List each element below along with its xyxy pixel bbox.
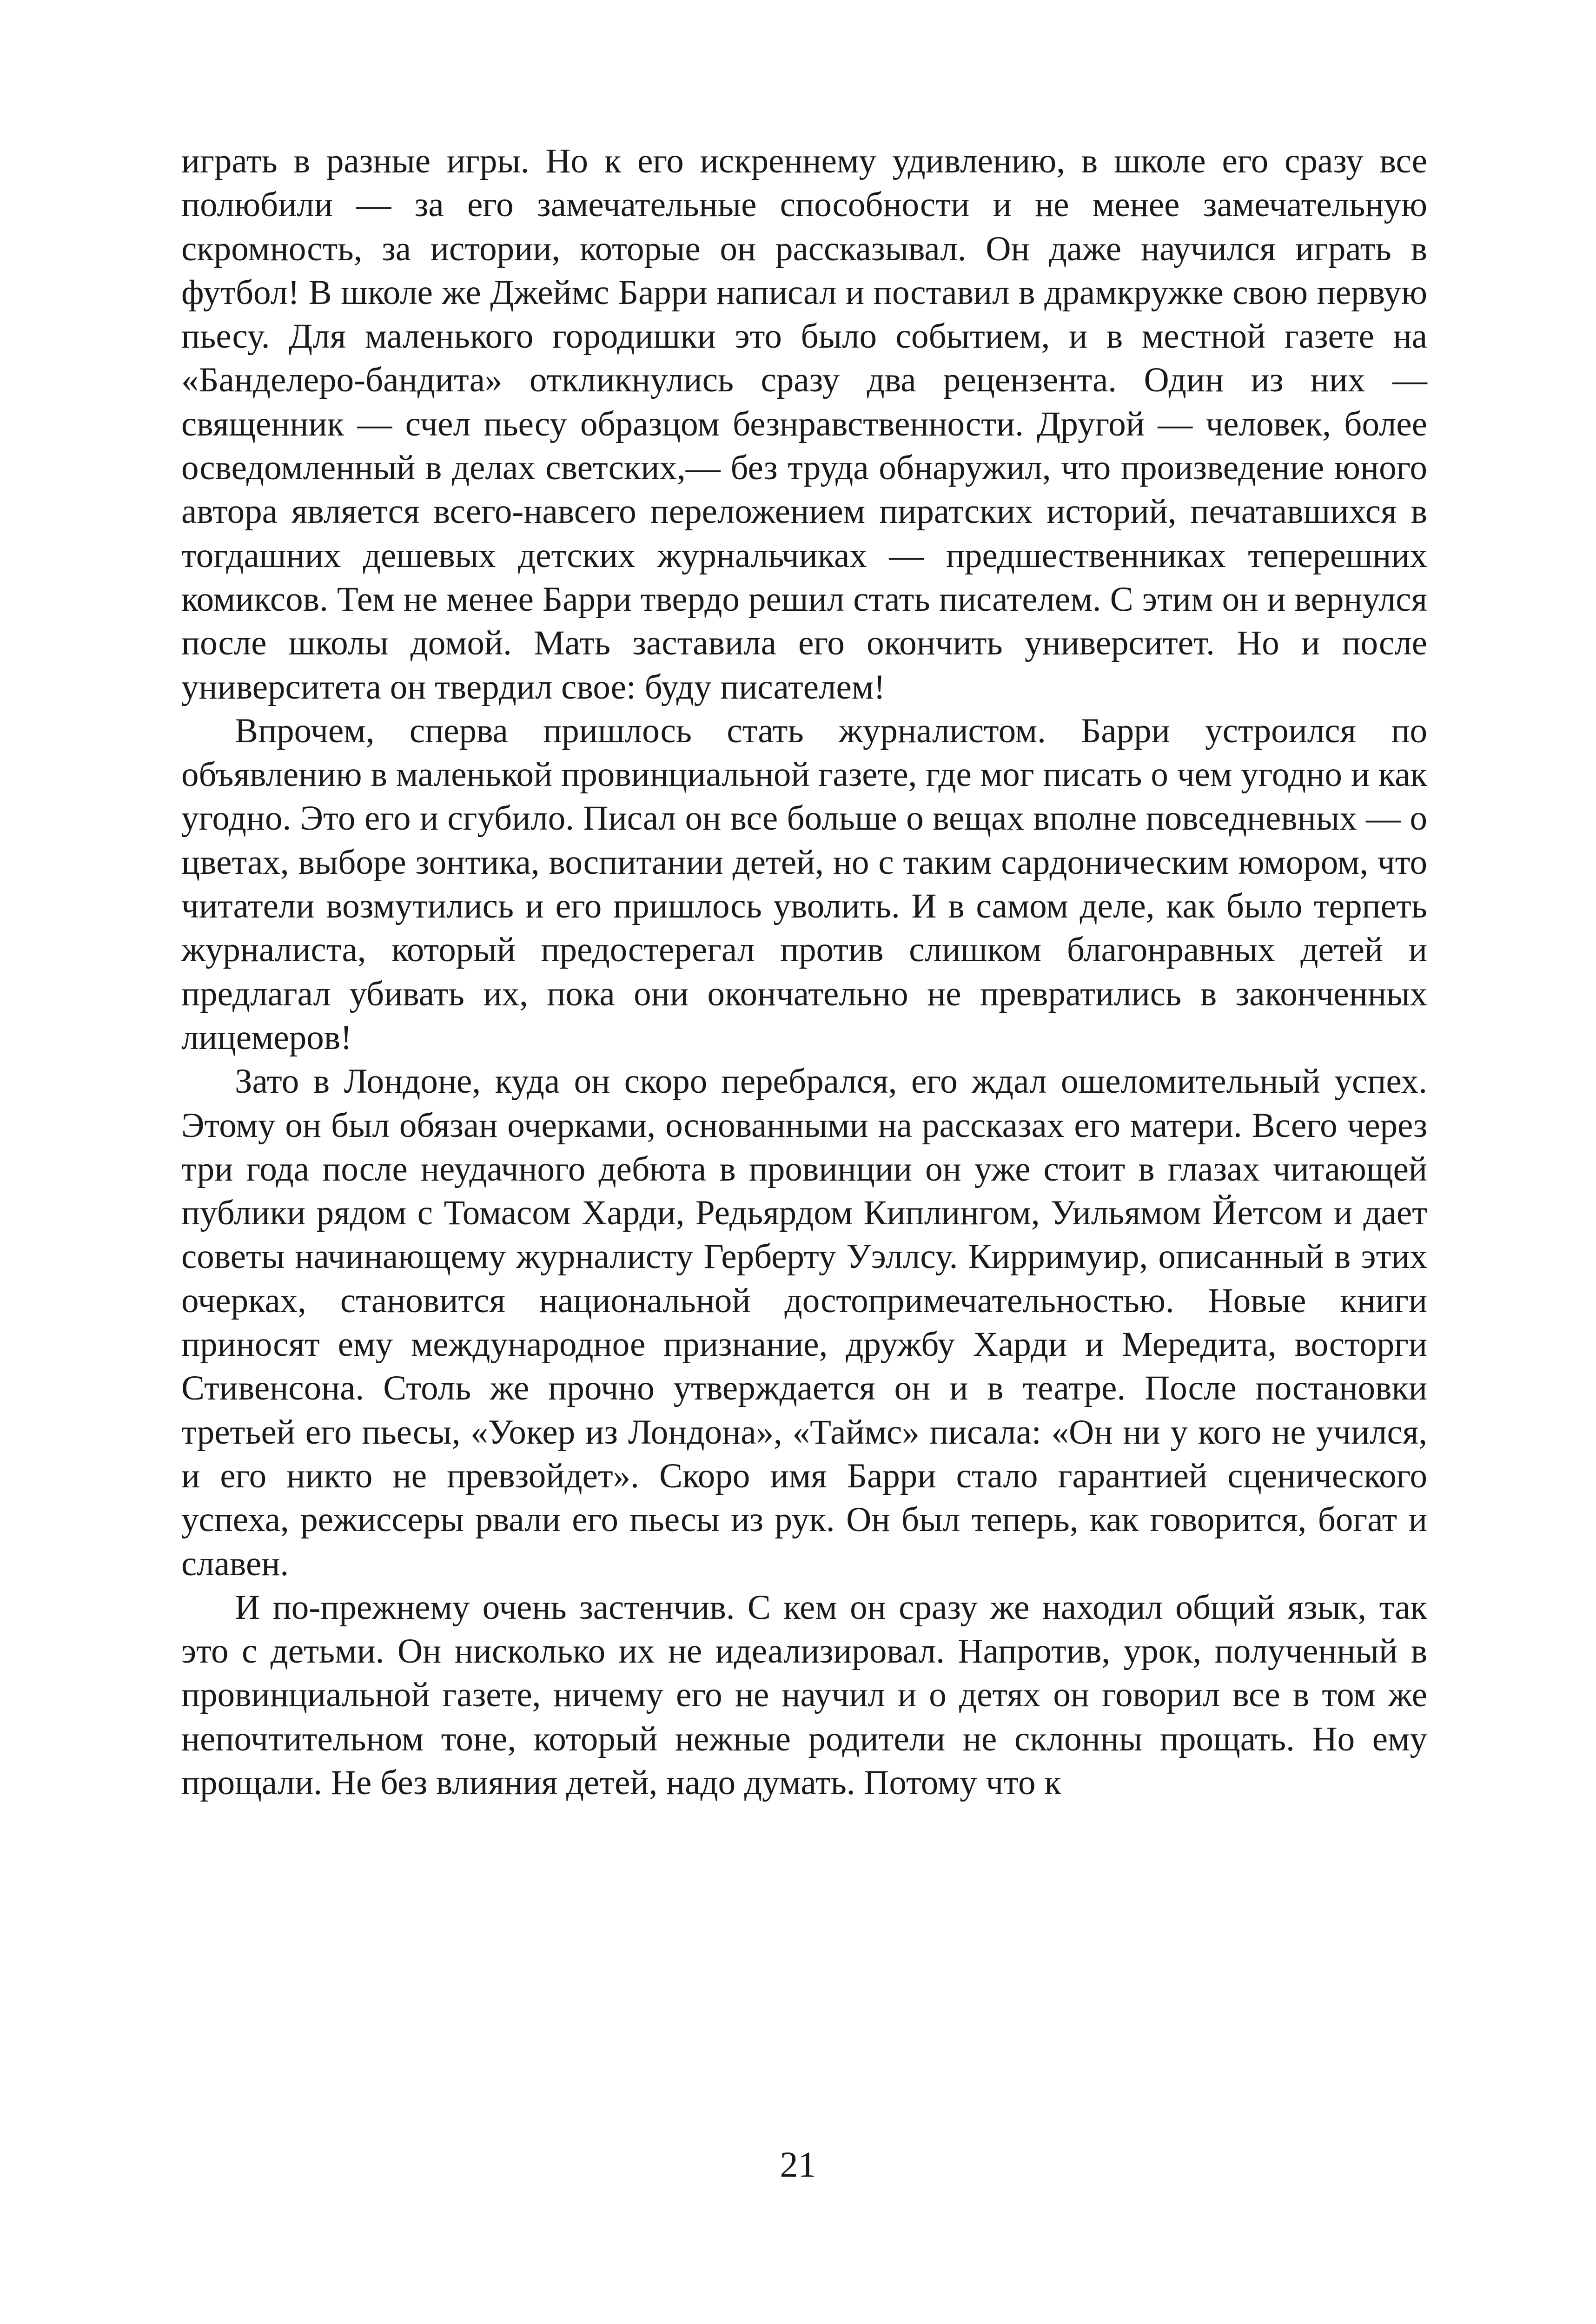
paragraph-3: Зато в Лондоне, куда он скоро перебрался, его ждал ошеломительный успех. Этому он был обязан очерками, основанными на рассказах его матери. Всего через три года после неудачного дебюта в провинции он уже стоит в глазах читающей публики рядом с Томасом Харди, Редьярдом Киплингом, Уильямом Йетсом и дает советы начинающему журналисту Герберту Уэллсу. Кирримуир, описанный в этих очерках, становится национальной достопримечательностью. Новые книги приносят ему международное признание, дружбу Харди и Мередита, восторги Стивенсона. Столь же прочно утверждается он и в театре. После постановки третьей его пьесы, «Уокер из Лондона», «Таймс» писала: «Он ни у кого не учился, и его никто не превзойдет». Скоро имя Барри стало гарантией сценического успеха, режиссеры рвали его пьесы из рук. Он был теперь, как говорится, богат и славен. <box>181 1062 1427 1583</box>
paragraph-4: И по-прежнему очень застенчив. С кем он сразу же находил общий язык, так это с детьми. Он нисколько их не идеализировал. Напротив, урок, полученный в провинциальной газете, ничему его не научил и о детях он говорил все в том же непочтительном тоне, который нежные родители не склонны прощать. Но ему прощали. Не без влияния детей, надо думать. Потому что к <box>181 1588 1427 1802</box>
paragraph-1: играть в разные игры. Но к его искреннему удивлению, в школе его сразу все полюбили — за его замечательные способности и не менее замечательную скромность, за истории, которые он рассказывал. Он даже научился играть в футбол! В школе же Джеймс Барри написал и поставил в драмкружке свою первую пьесу. Для маленького городишки это было событием, и в местной газете на «Банделеро-бандита» откликнулись сразу два рецензента. Один из них — священник — счел пьесу образцом безнравственности. Другой — человек, более осведомленный в делах светских,— без труда обнаружил, что произведение юного автора является всего-навсего переложением пиратских историй, печатавшихся в тогдашних дешевых детских журнальчиках — предшественниках теперешних комиксов. Тем не менее Барри твердо решил стать писателем. С этим он и вернулся после школы домой. Мать заставила его окончить университет. Но и после университета он твердил свое: буду писателем! <box>181 142 1427 706</box>
page-number: 21 <box>780 2144 816 2185</box>
book-page-body <box>181 139 1427 1805</box>
paragraph-2: Впрочем, сперва пришлось стать журналистом. Барри устроился по объявлению в маленькой провинциальной газете, где мог писать о чем угодно и как угодно. Это его и сгубило. Писал он все больше о вещах вполне повседневных — о цветах, выборе зонтика, воспитании детей, но с таким сардоническим юмором, что читатели возмутились и его пришлось уволить. И в самом деле, как было терпеть журналиста, который предостерегал против слишком благонравных детей и предлагал убивать их, пока они окончательно не превратились в законченных лицемеров! <box>181 711 1427 1057</box>
